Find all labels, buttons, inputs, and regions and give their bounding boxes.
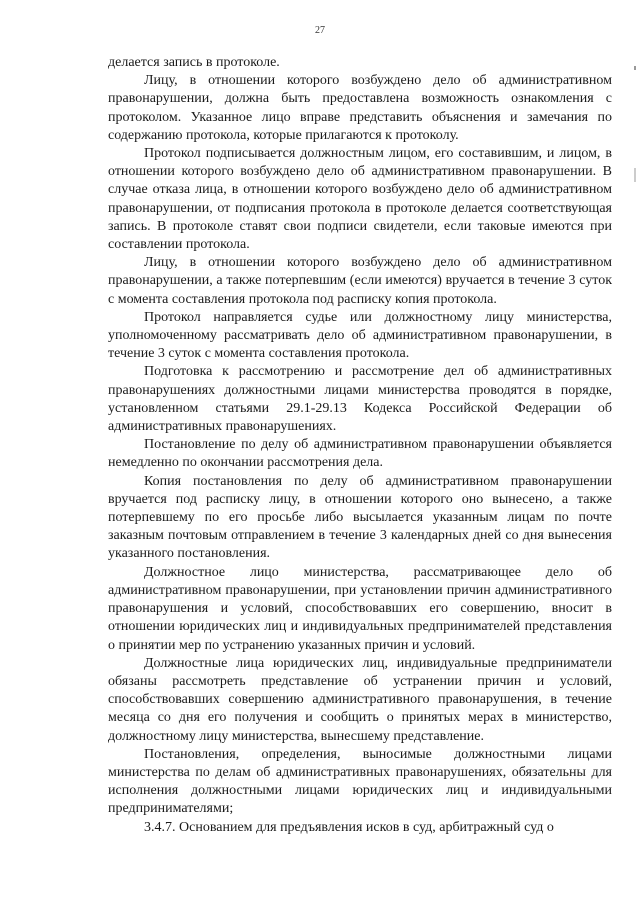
scan-edge-mark — [634, 168, 636, 182]
paragraph: Лицу, в отношении которого возбуждено дело об административном правонарушении, а также потерпевшим (если имеются) вручается в течение 3 суток с момента составления протокола под расписку копия протокола. — [108, 255, 612, 307]
page-number: 27 — [315, 25, 325, 36]
scan-edge-mark — [634, 66, 636, 70]
paragraph: Должностные лица юридических лиц, индивидуальные предприниматели обязаны рассмотреть представление об устранении причин и условий, способствовавших совершению административного правонарушения, в течение месяца со дня его получения и сообщить о принятых мерах в министерство, должностному лицу министерства, вынесшему представление. — [108, 655, 612, 744]
paragraph: Лицу, в отношении которого возбуждено дело об административном правонарушении, должна быть предоставлена возможность ознакомления с протоколом. Указанное лицо вправе представить объяснения и замечания по содержанию протокола, которые прилагаются к протоколу. — [108, 73, 612, 143]
paragraph: Протокол подписывается должностным лицом, его составившим, и лицом, в отношении которого возбуждено дело об административном правонарушении. В случае отказа лица, в отношении которого возбуждено дело об административном правонарушении, от подписания протокола в протоколе делается соответствующая запись. В протоколе ставят свои подписи свидетели, если таковые имеются при составлении протокола. — [108, 146, 612, 253]
document-body — [108, 54, 612, 837]
paragraph: Постановление по делу об административном правонарушении объявляется немедленно по окончании рассмотрения дела. — [108, 437, 612, 471]
paragraph: 3.4.7. Основанием для предъявления исков в суд, арбитражный суд о — [144, 819, 554, 835]
paragraph: делается запись в протоколе. — [108, 55, 280, 70]
paragraph: Копия постановления по делу об административном правонарушении вручается под расписку лицу, в отношении которого оно вынесено, а также потерпевшему по его просьбе либо высылается указанным лицам по почте заказным почтовым отправлением в течение 3 календарных дней со дня вынесения указанного постановления. — [108, 473, 612, 562]
paragraph: Подготовка к рассмотрению и рассмотрение дел об административных правонарушениях должностными лицами министерства проводятся в порядке, установленном статьями 29.1-29.13 Кодекса Российской Федерации об административных правонарушениях. — [108, 364, 612, 435]
paragraph: Протокол направляется судье или должностному лицу министерства, уполномоченному рассматривать дело об административном правонарушении, в течение 3 суток с момента составления протокола. — [108, 309, 612, 362]
paragraph: Постановления, определения, выносимые должностными лицами министерства по делам об административных правонарушениях, обязательны для исполнения должностными лицами юридических лиц и индивидуальными предпринимателями; — [108, 746, 612, 817]
paragraph: Должностное лицо министерства, рассматривающее дело об административном правонарушении, при установлении причин административного правонарушения и условий, способствовавших его совершению, вносит в отношении юридических лиц и индивидуальных предпринимателей представления о принятии мер по устранению указанных причин и условий. — [108, 564, 612, 653]
